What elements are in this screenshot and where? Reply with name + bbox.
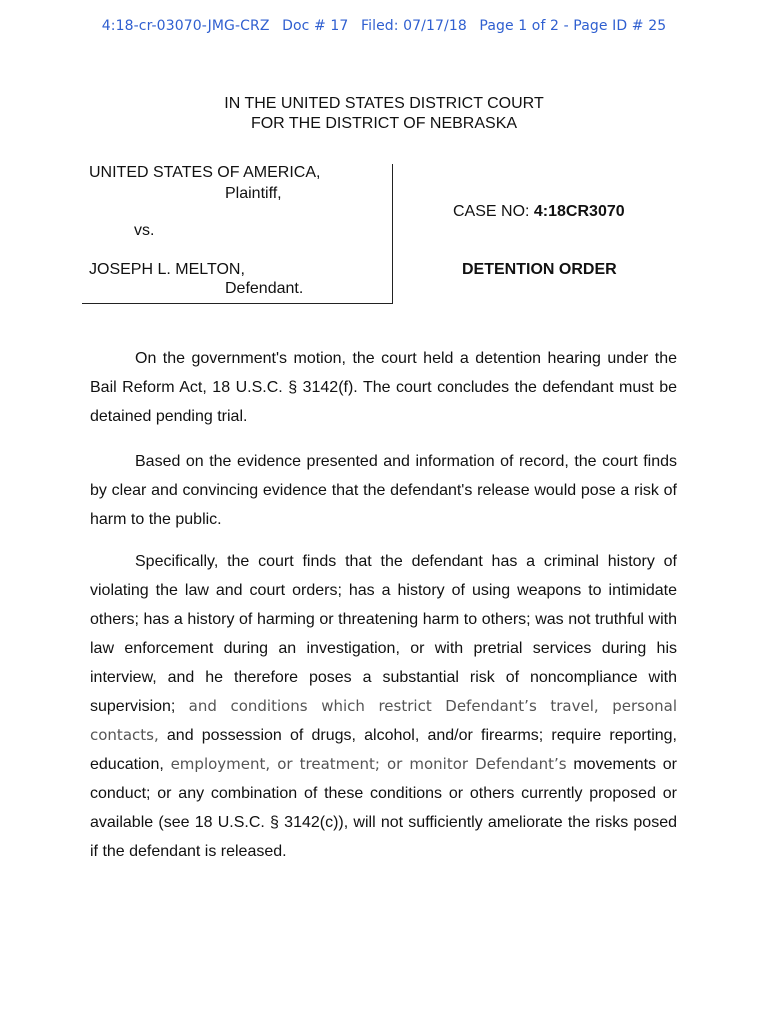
versus-label: vs. [134, 222, 155, 239]
case-no-label: CASE NO: [453, 203, 534, 220]
court-heading [0, 94, 768, 134]
paragraph-2-text: Based on the evidence presented and information of record, the court finds by clear and convincing evidence that the defendant's release would pose a risk of harm to the public. [90, 453, 677, 528]
order-title: DETENTION ORDER [462, 261, 617, 278]
conclusion-text: movements or conduct; or any combination of these conditions or others currently proposed or available (see 18 U.S.C. § 3142(c)), will not sufficiently ameliorate the risks posed if the defendant is released. [90, 756, 677, 860]
court-district: FOR THE DISTRICT OF NEBRASKA [250, 115, 518, 132]
conditions-text: and possession of drugs, alcohol, and/or firearms; require reporting, education, [90, 727, 677, 773]
paragraph-1-text: On the government's motion, the court held a detention hearing under the Bail Reform Act, 18 U.S.C. § 3142(f). The court concludes the defendant must be detained pending trial. [90, 350, 677, 425]
ecf-filing-header [0, 18, 768, 34]
paragraph-2 [90, 447, 677, 534]
conditions-text-filled: and conditions which restrict Defendant’s travel, personal contacts, [90, 697, 677, 744]
paragraph-1 [90, 344, 677, 431]
paragraph-3-text [90, 547, 677, 866]
doc-number: Doc # 17 [282, 18, 349, 34]
monitoring-text-filled: employment, or treatment; or monitor Defendant’s [170, 755, 567, 773]
case-number: 4:18-cr-03070-JMG-CRZ [101, 18, 270, 34]
page-id: Page 1 of 2 - Page ID # 25 [479, 18, 667, 34]
defendant-name: JOSEPH L. MELTON, [89, 261, 245, 278]
defendant-role: Defendant. [225, 280, 304, 297]
case-no-value: 4:18CR3070 [533, 203, 625, 220]
plaintiff-role: Plaintiff, [225, 185, 282, 202]
filed-date: Filed: 07/17/18 [360, 18, 467, 34]
case-number-line [453, 203, 625, 221]
case-caption-parties [82, 164, 393, 304]
findings-text: Specifically, the court finds that the defendant has a criminal history of violating the law and court orders; has a history of using weapons to intimidate others; has a history of harming or threatening harm to others; was not truthful with law enforcement during an investigation, or with pretrial services during his interview, and he therefore poses a substantial risk of noncompliance with supervision; [90, 553, 677, 715]
paragraph-3 [90, 547, 677, 866]
court-name: IN THE UNITED STATES DISTRICT COURT [224, 95, 544, 112]
plaintiff-name: UNITED STATES OF AMERICA, [89, 164, 321, 181]
